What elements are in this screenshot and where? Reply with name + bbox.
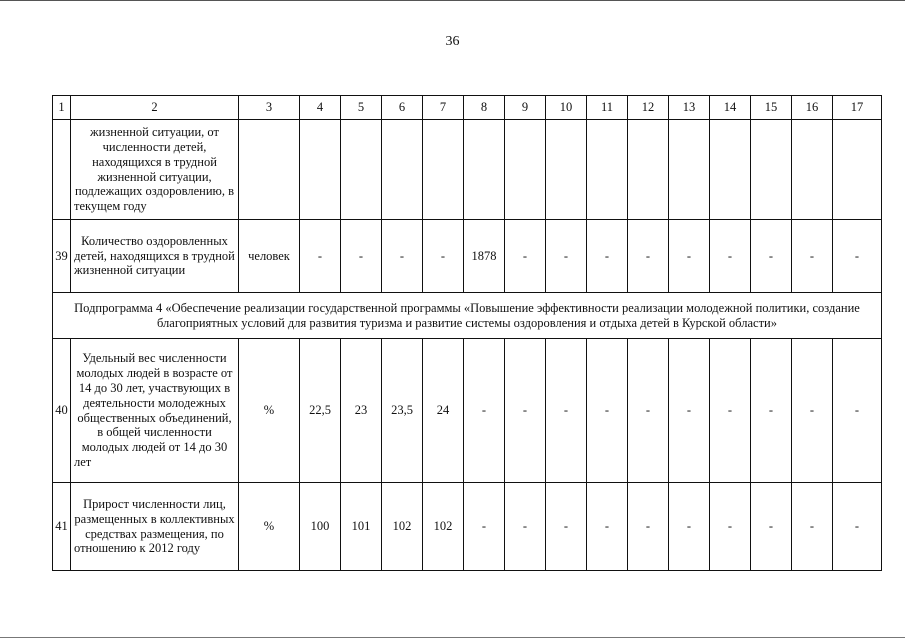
column-number-header: 3 bbox=[239, 96, 300, 120]
value-cell: - bbox=[341, 220, 382, 293]
value-cell: - bbox=[505, 483, 546, 571]
value-cell: - bbox=[669, 339, 710, 483]
value-cell: 102 bbox=[423, 483, 464, 571]
value-cell: - bbox=[751, 220, 792, 293]
value-cell: - bbox=[792, 220, 833, 293]
value-cell: - bbox=[587, 220, 628, 293]
column-number-header: 5 bbox=[341, 96, 382, 120]
value-cell: - bbox=[382, 220, 423, 293]
value-cell: - bbox=[546, 339, 587, 483]
row-number-cell: 41 bbox=[53, 483, 71, 571]
table-row-40 bbox=[53, 339, 882, 483]
value-cell: - bbox=[751, 483, 792, 571]
value-cell: 102 bbox=[382, 483, 423, 571]
scan-bottom-edge bbox=[0, 637, 905, 638]
subprogram-title: Подпрограмма 4 «Обеспечение реализации государственной программы «Повышение эффективности реализации молодежной политики, создание благоприятных условий для развития туризма и развитие системы оздоровления и отдыха детей в Курской области» bbox=[53, 293, 882, 339]
value-cell: 23,5 bbox=[382, 339, 423, 483]
value-cell: - bbox=[464, 339, 505, 483]
value-cell: - bbox=[710, 339, 751, 483]
value-cell: - bbox=[710, 483, 751, 571]
column-number-header: 14 bbox=[710, 96, 751, 120]
column-number-header: 15 bbox=[751, 96, 792, 120]
column-number-header: 4 bbox=[300, 96, 341, 120]
column-number-header: 13 bbox=[669, 96, 710, 120]
column-number-header: 7 bbox=[423, 96, 464, 120]
table-row-41 bbox=[53, 483, 882, 571]
column-number-header: 8 bbox=[464, 96, 505, 120]
column-number-header: 12 bbox=[628, 96, 669, 120]
table-row-39 bbox=[53, 220, 882, 293]
column-number-header: 6 bbox=[382, 96, 423, 120]
value-cell: 24 bbox=[423, 339, 464, 483]
value-cell: - bbox=[710, 220, 751, 293]
value-cell: 23 bbox=[341, 339, 382, 483]
value-cell: 100 bbox=[300, 483, 341, 571]
value-cell: - bbox=[669, 483, 710, 571]
column-number-header: 10 bbox=[546, 96, 587, 120]
value-cell: - bbox=[546, 220, 587, 293]
row-number-cell bbox=[53, 120, 71, 220]
value-cell: - bbox=[792, 483, 833, 571]
column-number-header-row bbox=[53, 96, 882, 120]
unit-cell: % bbox=[239, 483, 300, 571]
value-cell: - bbox=[464, 483, 505, 571]
row-number-cell: 40 bbox=[53, 339, 71, 483]
indicator-name-cell: Прирост численности лиц, размещенных в коллективных средствах размещения, по отношению к 2012 году bbox=[71, 483, 239, 571]
value-cell: - bbox=[505, 220, 546, 293]
indicator-name-cell: Удельный вес численности молодых людей в возрасте от 14 до 30 лет, участвующих в деятельности молодежных общественных объединений, в общей численности молодых людей от 14 до 30 лет bbox=[71, 339, 239, 483]
value-cell: - bbox=[833, 220, 882, 293]
page-number: 36 bbox=[445, 34, 460, 49]
row-number-cell: 39 bbox=[53, 220, 71, 293]
indicator-name-cell: Количество оздоровленных детей, находящихся в трудной жизненной ситуации bbox=[71, 220, 239, 293]
value-cell: - bbox=[628, 220, 669, 293]
value-cell: - bbox=[792, 339, 833, 483]
value-cell: - bbox=[751, 339, 792, 483]
column-number-header: 16 bbox=[792, 96, 833, 120]
column-number-header: 17 bbox=[833, 96, 882, 120]
value-cell: - bbox=[669, 220, 710, 293]
value-cell: 101 bbox=[341, 483, 382, 571]
value-cell: 22,5 bbox=[300, 339, 341, 483]
subprogram-row bbox=[53, 293, 882, 339]
value-cell: - bbox=[505, 339, 546, 483]
column-number-header: 9 bbox=[505, 96, 546, 120]
value-cell: - bbox=[833, 483, 882, 571]
table-row-continuation bbox=[53, 120, 882, 220]
value-cell: - bbox=[587, 483, 628, 571]
unit-cell: человек bbox=[239, 220, 300, 293]
value-cell: - bbox=[833, 339, 882, 483]
column-number-header: 2 bbox=[71, 96, 239, 120]
indicator-name-cell: жизненной ситуации, от численности детей, находящихся в трудной жизненной ситуации, подлежащих оздоровлению, в текущем году bbox=[71, 120, 239, 220]
value-cell: - bbox=[423, 220, 464, 293]
value-cell: - bbox=[300, 220, 341, 293]
scan-top-edge bbox=[0, 0, 905, 1]
value-cell: - bbox=[628, 483, 669, 571]
value-cell: - bbox=[546, 483, 587, 571]
column-number-header: 1 bbox=[53, 96, 71, 120]
value-cell: - bbox=[628, 339, 669, 483]
value-cell: - bbox=[587, 339, 628, 483]
unit-cell: % bbox=[239, 339, 300, 483]
value-cell: 1878 bbox=[464, 220, 505, 293]
indicators-table bbox=[52, 95, 882, 571]
column-number-header: 11 bbox=[587, 96, 628, 120]
